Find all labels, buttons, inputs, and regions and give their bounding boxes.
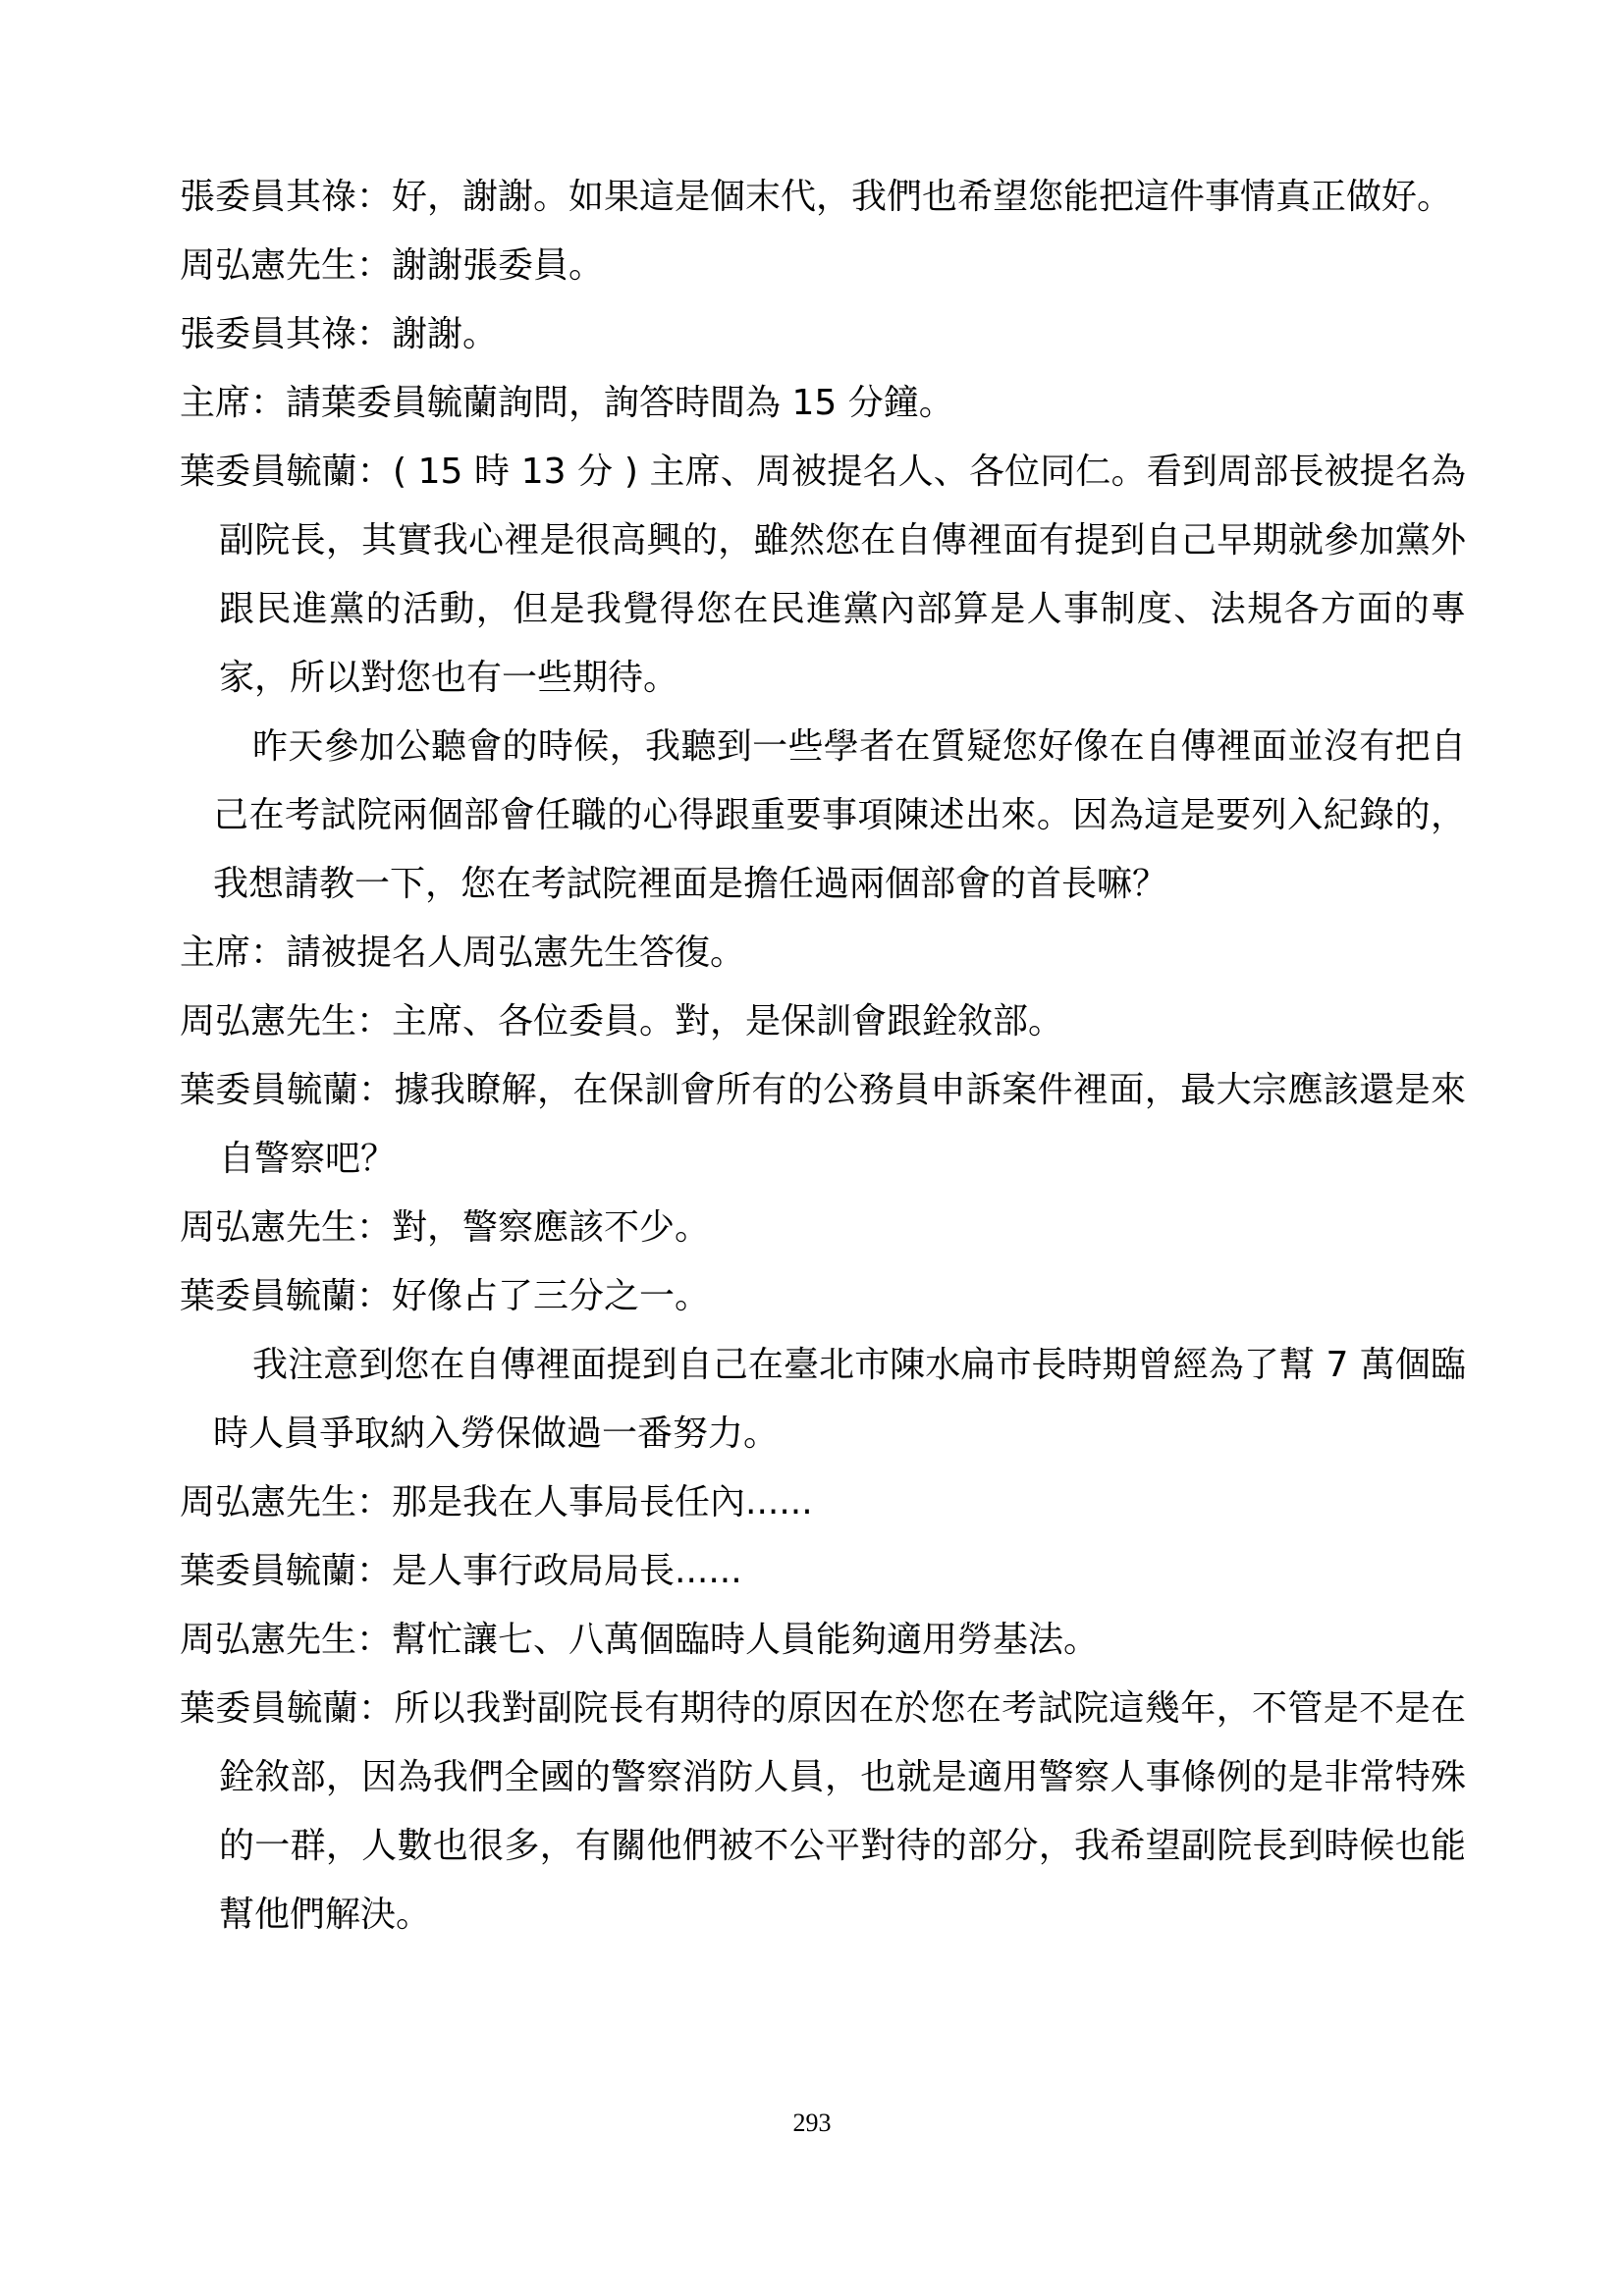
transcript-body	[180, 163, 1466, 1949]
transcript-entry: 張委員其祿：謝謝。	[180, 314, 499, 354]
transcript-entry: 主席：請葉委員毓蘭詢問，詢答時間為 15 分鐘。	[180, 383, 954, 423]
transcript-entry: 葉委員毓蘭：( 15 時 13 分 ) 主席、周被提名人、各位同仁。看到周部長被提名為副院長，其實我心裡是很高興的，雖然您在自傳裡面有提到自己早期就參加黨外跟民進黨的活動，但是我覺得您在民進黨內部算是人事制度、法規各方面的專家，所以對您也有一些期待。	[180, 452, 1466, 698]
transcript-continuation: 昨天參加公聽會的時候，我聽到一些學者在質疑您好像在自傳裡面並沒有把自己在考試院兩個部會任職的心得跟重要事項陳述出來。因為這是要列入紀錄的，我想請教一下，您在考試院裡面是擔任過兩個部會的首長嘛？	[213, 726, 1466, 904]
transcript-entry: 周弘憲先生：那是我在人事局長任內......	[180, 1482, 813, 1522]
transcript-entry: 葉委員毓蘭：據我瞭解，在保訓會所有的公務員申訴案件裡面，最大宗應該還是來自警察吧？	[180, 1070, 1466, 1179]
transcript-entry: 周弘憲先生：主席、各位委員。對，是保訓會跟銓敘部。	[180, 1001, 1064, 1041]
transcript-entry: 葉委員毓蘭：所以我對副院長有期待的原因在於您在考試院這幾年，不管是不是在銓敘部，因為我們全國的警察消防人員，也就是適用警察人事條例的是非常特殊的一群，人數也很多，有關他們被不公平對待的部分，我希望副院長到時候也能幫他們解決。	[180, 1688, 1466, 1935]
transcript-entry: 葉委員毓蘭：好像占了三分之一。	[180, 1276, 711, 1316]
transcript-entry: 周弘憲先生：謝謝張委員。	[180, 245, 605, 286]
transcript-entry: 周弘憲先生：幫忙讓七、八萬個臨時人員能夠適用勞基法。	[180, 1620, 1100, 1660]
transcript-entry: 周弘憲先生：對，警察應該不少。	[180, 1207, 711, 1248]
transcript-entry: 張委員其祿：好，謝謝。如果這是個末代，我們也希望您能把這件事情真正做好。	[180, 177, 1453, 217]
transcript-continuation: 我注意到您在自傳裡面提到自己在臺北市陳水扁市長時期曾經為了幫 7 萬個臨時人員爭取納入勞保做過一番努力。	[213, 1345, 1466, 1454]
page-number: 293	[792, 2109, 832, 2137]
transcript-entry: 主席：請被提名人周弘憲先生答復。	[180, 933, 746, 973]
transcript-entry: 葉委員毓蘭：是人事行政局局長......	[180, 1551, 742, 1591]
